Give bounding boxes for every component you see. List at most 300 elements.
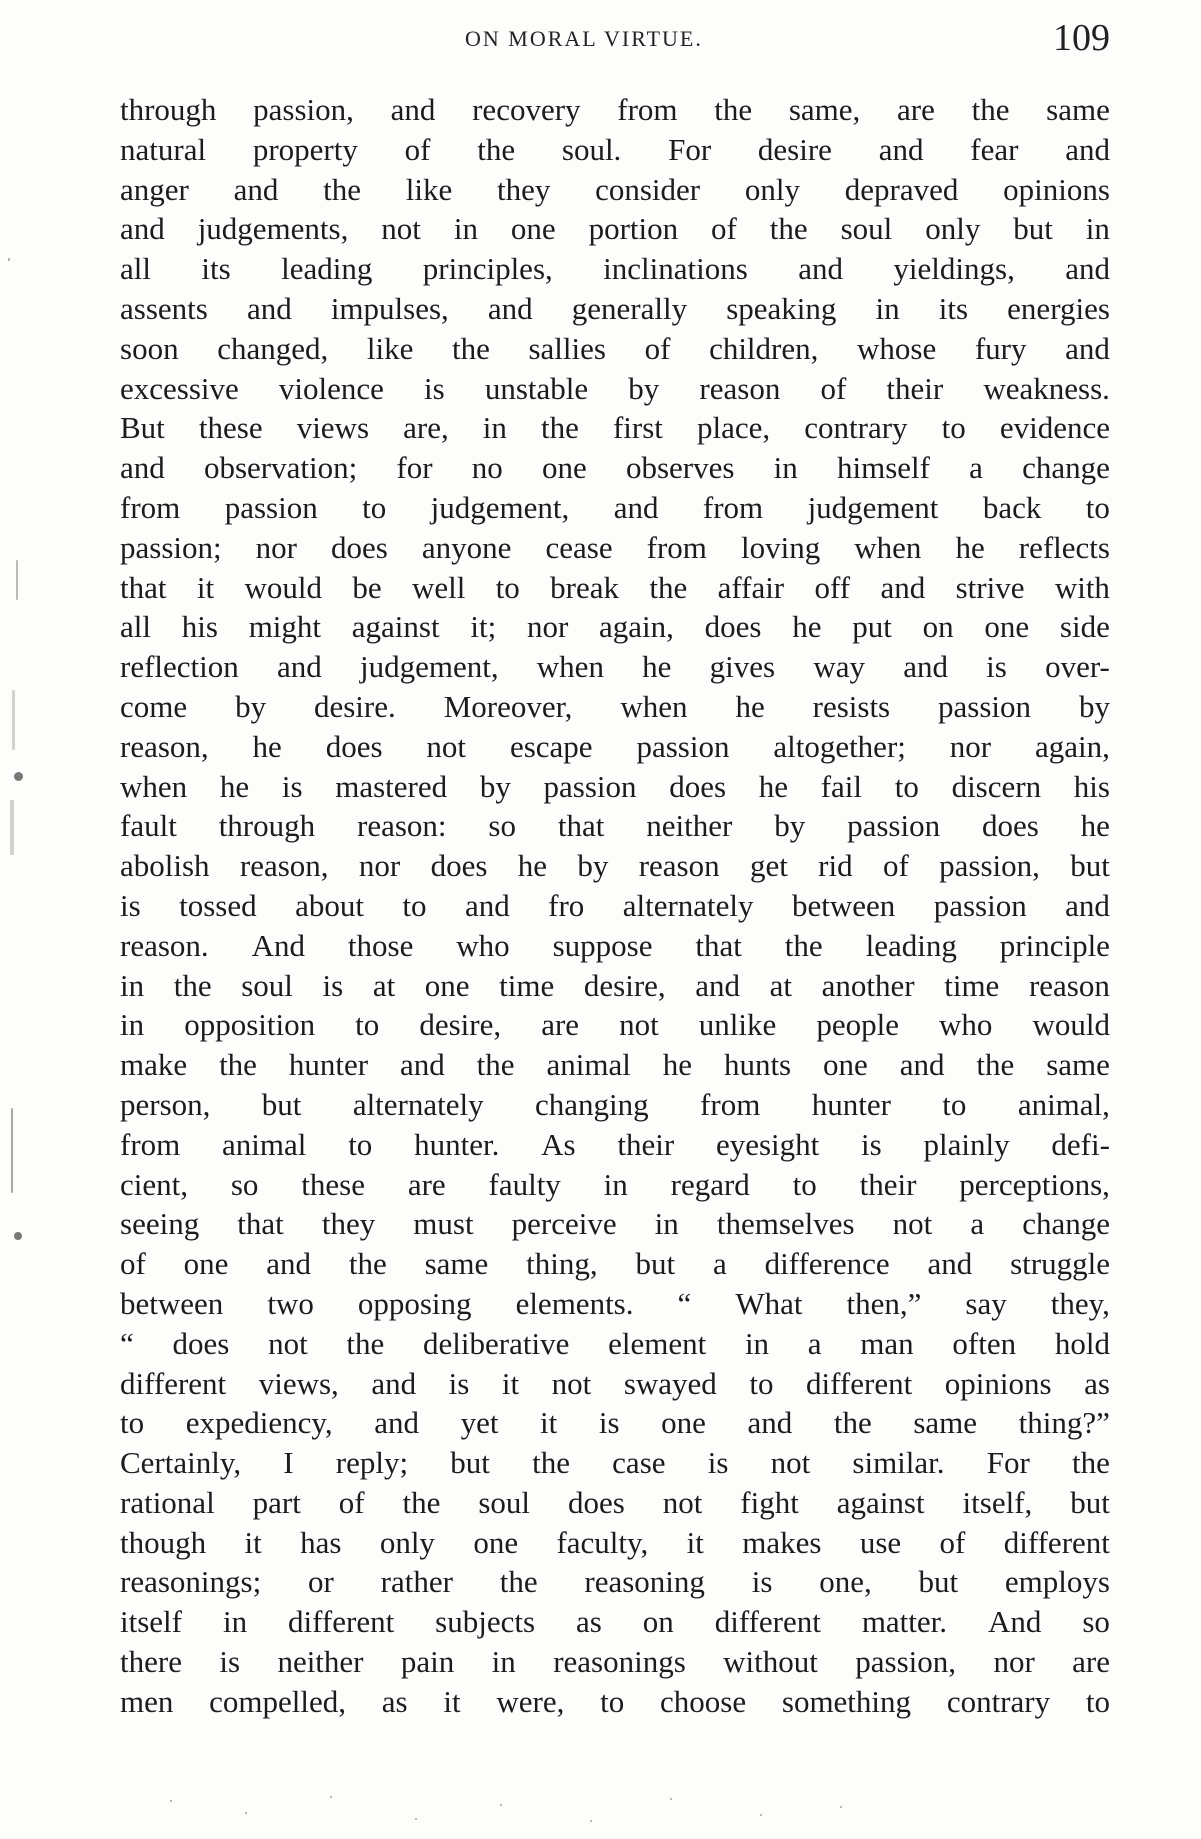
word: rational (120, 1484, 215, 1520)
word: way (813, 649, 865, 685)
word: these (198, 410, 263, 446)
word: in (654, 1206, 679, 1242)
word: and (120, 211, 165, 247)
word: to (749, 1365, 774, 1401)
word: passion (933, 887, 1027, 923)
word: does (669, 768, 727, 804)
text-line (120, 1403, 1110, 1443)
word: not (268, 1325, 308, 1361)
word: that (695, 927, 742, 963)
word: and (1065, 330, 1110, 366)
word: is (986, 649, 1007, 685)
word: but (918, 1564, 959, 1600)
text-line (120, 1602, 1110, 1642)
word: through (218, 808, 316, 844)
word: depraved (844, 171, 959, 207)
word: escape (509, 728, 593, 764)
word: are (897, 92, 935, 127)
word: and (878, 131, 924, 167)
word: they (321, 1206, 376, 1242)
word: is (120, 887, 141, 923)
word: those (347, 927, 414, 963)
word: men (120, 1683, 174, 1719)
word: when (536, 649, 604, 685)
word: were, (496, 1683, 565, 1719)
word: and (798, 251, 843, 287)
word: and (266, 1246, 312, 1282)
word: one (510, 211, 556, 247)
word: themselves (716, 1206, 855, 1242)
word: deliberative (423, 1325, 570, 1361)
word: between (120, 1285, 224, 1321)
word: desire, (583, 967, 666, 1003)
word: about (295, 887, 364, 923)
word: reason (1028, 967, 1110, 1003)
word: and (390, 92, 436, 127)
word: are (407, 1166, 446, 1202)
word: in (453, 211, 478, 247)
word: I (283, 1445, 294, 1481)
word: does (567, 1484, 625, 1520)
word: principle (999, 927, 1110, 963)
word: soul (478, 1484, 531, 1520)
word: the (323, 171, 361, 207)
word: to (792, 1166, 817, 1202)
word: but (450, 1445, 490, 1481)
word: to (402, 887, 427, 923)
word: when (620, 688, 688, 724)
word: reasonings (553, 1644, 686, 1680)
word: plainly (923, 1126, 1010, 1162)
word: of (711, 211, 737, 247)
word: desire. (313, 688, 396, 724)
word: one (473, 1524, 519, 1560)
word: and (1065, 887, 1110, 923)
word: is (322, 967, 344, 1003)
word: observation; (203, 450, 358, 486)
word: and (695, 967, 741, 1003)
word: generally (571, 290, 688, 326)
word: the (476, 1047, 515, 1083)
word: judgements, (197, 211, 349, 247)
word: that (120, 569, 167, 605)
word: they (496, 171, 551, 207)
word: assents (120, 290, 208, 326)
word: there (120, 1644, 182, 1680)
word: altogether; (773, 728, 906, 764)
word: in (773, 450, 798, 486)
word: same (424, 1246, 489, 1282)
word: without (723, 1644, 818, 1680)
word: himself (836, 450, 930, 486)
word: over- (1045, 649, 1110, 685)
word: part (252, 1484, 301, 1520)
text-line (120, 1523, 1110, 1563)
word: views (296, 410, 370, 446)
word: well (411, 569, 466, 605)
word: is (707, 1445, 729, 1481)
word: to (362, 489, 387, 525)
word: yet (460, 1405, 499, 1441)
word: and (246, 290, 292, 326)
word: one (984, 609, 1030, 645)
word: expediency, (185, 1405, 333, 1441)
bottom-speckle (150, 1790, 870, 1830)
word: the (451, 330, 490, 366)
word: and (747, 1405, 793, 1441)
text-line (120, 130, 1110, 170)
word: unstable (484, 370, 589, 406)
word: come (120, 688, 188, 724)
word: contrary (804, 410, 908, 446)
word: and (1065, 131, 1110, 167)
word: the (402, 1484, 441, 1520)
word: another (821, 967, 915, 1003)
word: same (1046, 92, 1110, 127)
word: nor (993, 1644, 1035, 1680)
word: so (230, 1166, 259, 1202)
word: animal (222, 1126, 307, 1162)
page-header (120, 16, 1110, 66)
word: cease (545, 529, 613, 565)
word: with (1054, 569, 1110, 605)
word: by (577, 848, 609, 884)
text-line (120, 647, 1110, 687)
word: fault (120, 808, 177, 844)
word: say (965, 1285, 1007, 1321)
word: and (276, 649, 322, 685)
word: again, (1035, 728, 1110, 764)
word: As (541, 1126, 576, 1162)
text-line (120, 1165, 1110, 1205)
word: fail (820, 768, 863, 804)
word: nor (358, 848, 401, 884)
word: soul (241, 967, 293, 1003)
word: judgement, (359, 649, 499, 685)
text-line (120, 1682, 1110, 1722)
word: they, (1050, 1285, 1110, 1321)
word: compelled, (209, 1683, 347, 1719)
word: is (448, 1365, 470, 1401)
word: subjects (435, 1604, 536, 1640)
word: is (598, 1405, 620, 1441)
word: children, (709, 330, 819, 366)
word: break (550, 569, 619, 605)
word: mastered (335, 768, 448, 804)
word: “ (120, 1325, 134, 1361)
word: would (1032, 1007, 1110, 1043)
word: but (1013, 211, 1053, 247)
word: by (774, 808, 806, 844)
word: he (1080, 808, 1110, 844)
word: the (173, 967, 212, 1003)
word: leading (865, 927, 957, 963)
word: his (181, 609, 218, 645)
word: strive (955, 569, 1025, 605)
word: place, (697, 410, 771, 446)
word: energies (1007, 290, 1110, 326)
word: gives (709, 649, 776, 685)
text-line (120, 966, 1110, 1006)
word: swayed (623, 1365, 717, 1401)
word: fear (970, 131, 1019, 167)
text-line (120, 90, 1110, 130)
word: though (120, 1524, 207, 1560)
word: in (120, 967, 145, 1003)
word: and (613, 489, 659, 525)
word: of (939, 1524, 966, 1560)
word: fro (548, 887, 585, 923)
word: only (379, 1524, 435, 1560)
word: faulty (488, 1166, 561, 1202)
text-line (120, 767, 1110, 807)
word: on (642, 1604, 674, 1640)
word: neither (277, 1644, 364, 1680)
word: hunts (723, 1047, 792, 1083)
text-line (120, 170, 1110, 210)
word: often (952, 1325, 1017, 1361)
word: by (479, 768, 511, 804)
word: it (196, 569, 215, 605)
word: passion, (855, 1644, 957, 1680)
word: same, (788, 92, 861, 127)
word: between (791, 887, 896, 923)
word: of (820, 370, 847, 406)
word: pain (400, 1644, 455, 1680)
word: reason. (120, 927, 209, 963)
word: case (612, 1445, 666, 1481)
word: he (662, 1047, 693, 1083)
word: but (1070, 848, 1110, 884)
word: change (1022, 450, 1110, 486)
word: who (939, 1007, 993, 1043)
word: Certainly, (120, 1445, 242, 1481)
word: from (646, 529, 707, 565)
word: from (617, 92, 678, 127)
word: he (252, 728, 282, 764)
word: as (1084, 1365, 1110, 1401)
word: but (1070, 1484, 1110, 1520)
text-line (120, 1364, 1110, 1404)
word: and (464, 887, 510, 923)
word: passion (938, 688, 1032, 724)
text-line (120, 1085, 1110, 1125)
word: when (854, 529, 922, 565)
word: does (331, 529, 388, 565)
word: passion; (120, 529, 222, 565)
word: in (222, 1604, 248, 1640)
word: he (758, 768, 789, 804)
word: desire (757, 131, 832, 167)
word: different (288, 1604, 395, 1640)
word: perceptions, (959, 1166, 1110, 1202)
word: rather (380, 1564, 453, 1600)
word: from (700, 1086, 761, 1122)
word: does (325, 728, 383, 764)
word: like (405, 171, 453, 207)
word: not (381, 211, 421, 247)
word: desire, (419, 1007, 502, 1043)
word: elements. (515, 1285, 634, 1321)
word: and (927, 1246, 973, 1282)
word: use (859, 1524, 902, 1560)
word: one (183, 1246, 229, 1282)
word: by (235, 688, 267, 724)
word: in (120, 1007, 145, 1043)
word: violence (278, 370, 384, 406)
text-line (120, 1562, 1110, 1602)
word: thing, (526, 1246, 598, 1282)
word: reply; (335, 1445, 409, 1481)
word: one (661, 1405, 706, 1441)
word: off (814, 569, 851, 605)
word: no (471, 450, 503, 486)
word: passion (543, 768, 637, 804)
word: weakness. (983, 370, 1110, 406)
word: struggle (1010, 1246, 1110, 1282)
word: and (487, 290, 533, 326)
text-line (120, 369, 1110, 409)
word: reason: (357, 808, 447, 844)
word: a (969, 450, 983, 486)
word: fury (974, 330, 1027, 366)
word: cient, (120, 1166, 188, 1202)
word: on (922, 609, 954, 645)
word: loving (740, 529, 821, 565)
word: these (301, 1166, 365, 1202)
word: are, (403, 410, 449, 446)
word: the (976, 1047, 1015, 1083)
word: from (702, 489, 764, 525)
word: employs (1004, 1564, 1110, 1600)
word: different (1003, 1524, 1110, 1560)
word: reason, (120, 728, 209, 764)
word: and (371, 1365, 417, 1401)
word: one (424, 967, 470, 1003)
word: of (404, 131, 431, 167)
word: by (628, 370, 660, 406)
word: alternately (622, 887, 754, 923)
word: are (541, 1007, 580, 1043)
word: not (770, 1445, 811, 1481)
word: element (608, 1325, 707, 1361)
word: something (781, 1683, 912, 1719)
word: sallies (528, 330, 606, 366)
word: excessive (120, 370, 239, 406)
word: of (338, 1484, 365, 1520)
word: not (619, 1007, 659, 1043)
word: hunter. (414, 1126, 500, 1162)
word: judgement, (430, 489, 570, 525)
text-line (120, 289, 1110, 329)
word: but (261, 1086, 302, 1122)
word: opinions (944, 1365, 1052, 1401)
word: changed, (217, 330, 329, 366)
word: is (219, 1644, 241, 1680)
word: inclinations (603, 251, 748, 287)
word: passion, (939, 848, 1040, 884)
word: passion (224, 489, 318, 525)
word: the (532, 1445, 570, 1481)
word: and (899, 1047, 945, 1083)
text-line (120, 687, 1110, 727)
word: yieldings, (893, 251, 1015, 287)
word: and (233, 171, 279, 207)
text-line (120, 209, 1110, 249)
text-line (120, 1244, 1110, 1284)
word: in (603, 1166, 628, 1202)
word: it (443, 1683, 461, 1719)
word: so (1082, 1604, 1110, 1640)
word: one, (819, 1564, 872, 1600)
word: to (1085, 1683, 1110, 1719)
word: natural (120, 131, 207, 167)
word: But (120, 410, 165, 446)
word: to (495, 569, 520, 605)
word: leading (281, 251, 373, 287)
word: not (662, 1484, 703, 1520)
word: reason, (239, 848, 329, 884)
word: at (372, 967, 396, 1003)
word: to (941, 410, 966, 446)
word: same (913, 1405, 978, 1441)
word: but (635, 1246, 676, 1282)
word: anyone (421, 529, 512, 565)
word: person, (120, 1086, 211, 1122)
word: must (413, 1206, 474, 1242)
word: and (903, 649, 948, 685)
word: opposition (184, 1007, 316, 1043)
word: fight (740, 1484, 799, 1520)
text-line (120, 1204, 1110, 1244)
word: of (120, 1246, 146, 1282)
word: their (617, 1126, 675, 1162)
word: through (120, 92, 217, 127)
word: one (541, 450, 587, 486)
word: to (942, 1086, 967, 1122)
word: passion, (253, 92, 354, 127)
word: nor (949, 728, 992, 764)
word: people (816, 1007, 899, 1043)
word: itself, (962, 1484, 1033, 1520)
word: the (348, 1246, 387, 1282)
word: and (399, 1047, 445, 1083)
word: only (744, 171, 801, 207)
word: the (784, 927, 823, 963)
text-line (120, 886, 1110, 926)
word: so (488, 808, 516, 844)
word: matter. (861, 1604, 948, 1640)
word: soon (120, 330, 179, 366)
word: in (875, 290, 900, 326)
word: makes (742, 1524, 822, 1560)
word: are (1072, 1644, 1110, 1680)
word: and (374, 1405, 419, 1441)
word: neither (646, 808, 733, 844)
word: he (955, 529, 985, 565)
word: anger (120, 171, 189, 207)
word: does (981, 808, 1039, 844)
word: a (970, 1206, 985, 1242)
word: views, (258, 1365, 339, 1401)
word: a (712, 1246, 727, 1282)
word: a (807, 1325, 822, 1361)
word: judgement (807, 489, 939, 525)
word: soul. (561, 131, 622, 167)
word: two (267, 1285, 314, 1321)
word: it (501, 1365, 520, 1401)
word: reason (638, 848, 720, 884)
